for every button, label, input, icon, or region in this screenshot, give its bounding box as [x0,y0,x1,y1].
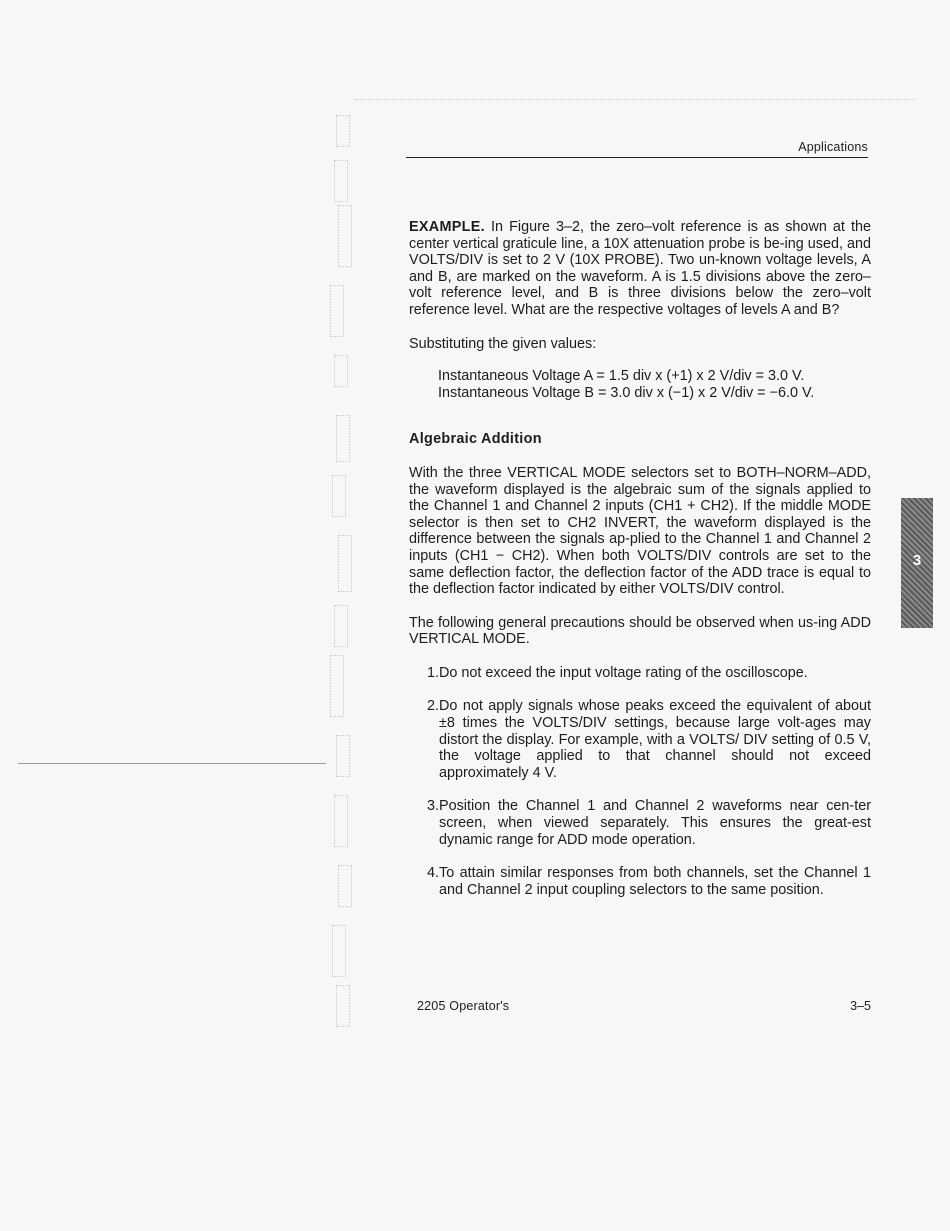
section-tab-label: 3 [912,552,922,569]
list-number: 4. [426,865,439,882]
equation-block [438,368,871,401]
main-content [409,219,871,898]
substituting-line: Substituting the given values: [409,335,597,352]
list-text: Do not apply signals whose peaks exceed the equivalent of about ±8 times the VOLTS/DIV settings, because large volt-ages may distort the display. For example, with a VOLTS/ DIV setting of 0.5 V, the voltage applied to that channel should not exceed approximately 4 V. [439,698,871,781]
list-item [409,798,871,848]
header-rule [406,157,868,158]
list-number: 3. [426,798,439,815]
section-header-title: Applications [798,140,868,154]
footer-page-number: 3–5 [850,999,871,1013]
add-mode-paragraph: With the three VERTICAL MODE selectors set to BOTH–NORM–ADD, the waveform displayed is the algebraic sum of the signals applied to the Channel 1 and Channel 2 inputs (CH1 + CH2). If the middle MODE selector is then set to CH2 INVERT, the waveform displayed is the difference between the signals ap-plied to the Channel 1 and Channel 2 inputs (CH1 − CH2). When both VOLTS/DIV controls are set to the same deflection factor, the deflection factor of the ADD trace is equal to the deflection factor indicated by either VOLTS/DIV control. [409,464,871,598]
section-tab [901,498,933,628]
precautions-list [409,665,871,899]
equation-a: Instantaneous Voltage A = 1.5 div x (+1) x 2 V/div = 3.0 V. [438,368,805,385]
list-text: Do not exceed the input voltage rating of the oscilloscope. [439,664,808,681]
equation-b: Instantaneous Voltage B = 3.0 div x (−1) x 2 V/div = −6.0 V. [438,384,815,401]
example-paragraph [409,219,871,319]
list-item [409,665,871,682]
scan-artifact-dots [355,99,915,100]
list-text: To attain similar responses from both channels, set the Channel 1 and Channel 2 input coupling selectors to the same position. [439,865,871,898]
list-item [409,865,871,898]
precautions-paragraph: The following general precautions should be observed when us-ing ADD VERTICAL MODE. [409,614,871,648]
list-number: 1. [426,664,439,681]
section-heading: Algebraic Addition [409,431,542,448]
list-item [409,698,871,781]
list-text: Position the Channel 1 and Channel 2 waveforms near cen-ter screen, when viewed separately. This ensures the great-est dynamic range for ADD mode operation. [439,798,871,848]
list-number: 2. [426,698,439,715]
scan-artifact-line [18,763,326,764]
example-text: In Figure 3–2, the zero–volt reference is as shown at the center vertical graticule line, a 10X attenuation probe is be-ing used, and VOLTS/DIV is set to 2 V (10X PROBE). Two un-known voltage levels, A and B, are marked on the waveform. A is 1.5 divisions above the zero–volt reference level, and B is three divisions below the zero–volt reference level. What are the respective voltages of levels A and B? [409,219,871,318]
footer-manual-name: 2205 Operator's [417,999,510,1013]
example-lead: EXAMPLE. [409,219,485,235]
scan-bleed-through [316,95,360,1055]
